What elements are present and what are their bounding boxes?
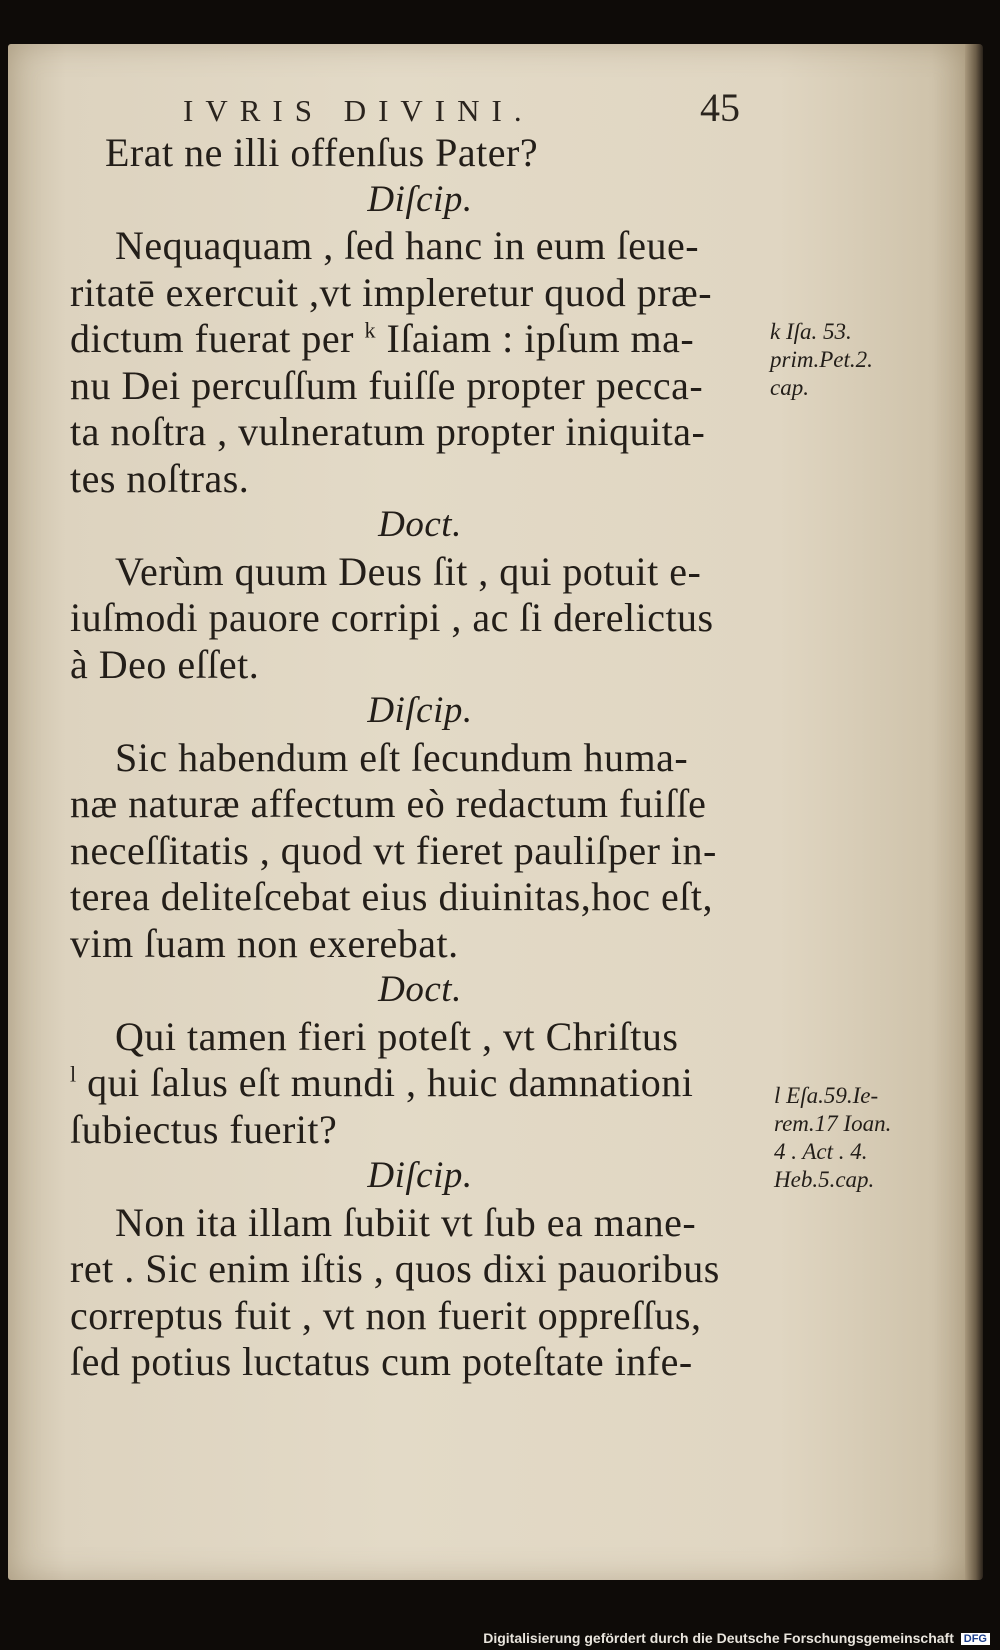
text-line: ſubiectus fuerit? [70, 1106, 338, 1152]
note-mark-k: k [364, 317, 376, 343]
margin-note-line: Heb.5.cap. [774, 1167, 875, 1192]
text-line: Nequaquam , ſed hanc in eum ſeue- [115, 223, 700, 268]
speaker-label: Diſcip. [367, 178, 473, 220]
margin-note-line: k Iſa. 53. [770, 319, 852, 344]
note-mark-l: l [70, 1061, 77, 1087]
page-number: 45 [700, 85, 740, 130]
margin-note-line: cap. [770, 375, 809, 400]
text-line: ta noſtra , vulneratum propter iniquita- [70, 409, 706, 454]
margin-note-line: prim.Pet.2. [770, 347, 873, 372]
text-line: terea deliteſcebat eius diuinitas,hoc eſt, [70, 874, 713, 919]
speaker-label: Diſcip. [367, 1155, 473, 1196]
text-line: nu Dei percuſſum fuiſſe propter pecca- [70, 362, 704, 408]
margin-note-line: rem.17 Ioan. [774, 1111, 892, 1136]
text-line: Verùm quum Deus ſit , qui potuit e- [115, 548, 702, 594]
text-line: næ naturæ affectum eò redactum fuiſſe [70, 781, 707, 826]
margin-note-l [774, 1082, 891, 1194]
text-line: ret . Sic enim iſtis , quos dixi pauoribus [70, 1246, 720, 1291]
margin-note-line: l Eſa.59.Ie- [774, 1083, 879, 1108]
body-text [70, 130, 770, 1386]
text-line: Erat ne illi offenſus Pater? [105, 130, 539, 175]
text-line: vim ſuam non exerebat. [70, 920, 459, 966]
dfg-logo: DFG [961, 1633, 990, 1645]
text-line: Sic habendum eſt ſecundum huma- [115, 734, 689, 780]
text-line: neceſſitatis , quod vt fieret pauliſper in- [70, 827, 717, 873]
text-fragment: Iſaiam : ipſum ma- [386, 316, 695, 361]
margin-note-line: 4 . Act . 4. [774, 1139, 868, 1164]
speaker-label: Doct. [378, 969, 462, 1010]
margin-note-k [770, 318, 873, 402]
text-fragment: dictum fuerat per [70, 316, 354, 361]
digitization-credit [483, 1630, 990, 1646]
text-line: Qui tamen fieri poteſt , vt Chriſtus [115, 1013, 679, 1059]
text-line: iuſmodi pauore corripi , ac ſi derelictus [70, 595, 714, 640]
text-line: ſed potius luctatus cum poteſtate infe- [70, 1339, 693, 1384]
text-line: ritatē exercuit ,vt impleretur quod præ- [70, 269, 713, 315]
speaker-label: Doct. [378, 504, 462, 545]
page-edge [965, 44, 983, 1580]
text-line: Non ita illam ſubiit vt ſub ea mane- [115, 1199, 697, 1245]
running-title: IVRIS DIVINI. [183, 93, 534, 128]
text-line: tes noſtras. [70, 455, 250, 501]
text-line [70, 316, 770, 363]
speaker-label: Diſcip. [367, 690, 473, 731]
credit-text: Digitalisierung gefördert durch die Deutsche Forschungsgemeinschaft [483, 1630, 954, 1646]
text-fragment: qui ſalus eſt mundi , huic damnationi [87, 1060, 694, 1105]
text-line: correptus fuit , vt non fuerit oppreſſus, [70, 1292, 702, 1338]
text-line: à Deo eſſet. [70, 641, 260, 687]
text-line [70, 1060, 770, 1107]
